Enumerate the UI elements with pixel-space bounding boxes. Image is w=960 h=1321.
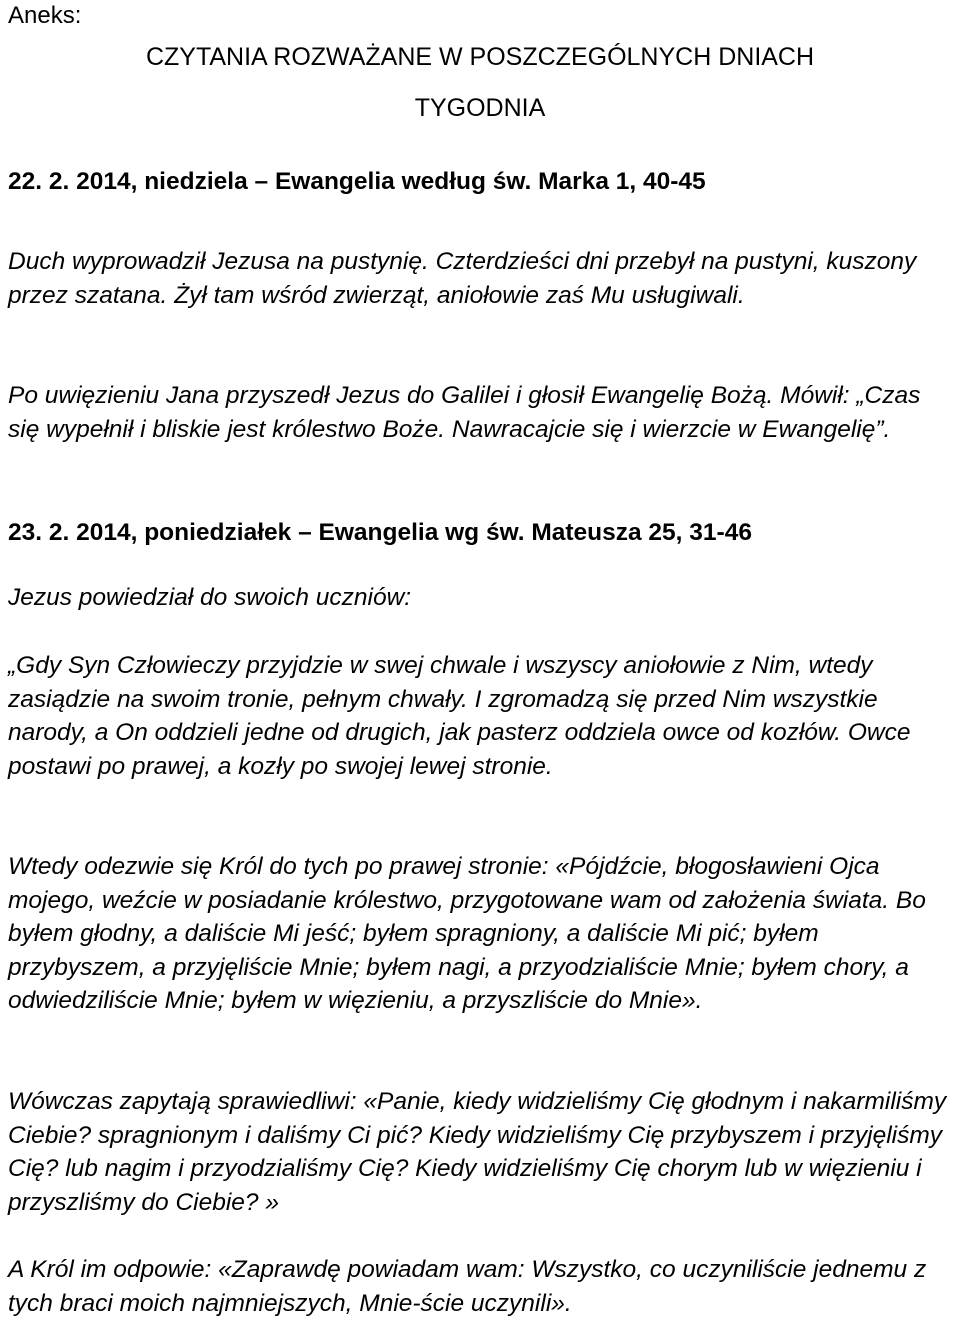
reading2-para3-text: Wówczas zapytają sprawiedliwi: «Panie, kiedy widzieliśmy Cię głodnym i nakarmiliśmy Ciebie? spragnionym i daliśmy Ci pić? Kiedy widzieliśmy Cię przybyszem i przyjęliśmy Cię? lub nagim i przyodzialiśmy Cię? Kiedy widzieliśmy Cię chorym lub w więzieniu i przyszliśmy do Ciebie? »	[8, 1088, 947, 1216]
reading2-para2	[8, 850, 952, 1018]
reading2-heading-text: 23. 2. 2014, poniedziałek – Ewangelia wg św. Mateusza 25, 31-46	[8, 519, 752, 546]
reading1-para2-text: Po uwięzieniu Jana przyszedł Jezus do Galilei i głosił Ewangelię Bożą. Mówił: „Czas się wypełnił i bliskie jest królestwo Boże. Nawracajcie się i wierzcie w Ewangelię”.	[8, 382, 921, 443]
reading2-heading	[8, 516, 952, 550]
annex-label: Aneks:	[8, 2, 82, 29]
reading2-para4-text: A Król im odpowie: «Zaprawdę powiadam wam: Wszystko, co uczyniliście jednemu z tych braci moich najmniejszych, Mnie-ście uczynili».	[8, 1256, 927, 1317]
document-title-line-1: CZYTANIA ROZWAŻANE W POSZCZEGÓLNYCH DNIACH	[145, 43, 815, 71]
reading2-para1	[8, 649, 952, 783]
reading2-intro-text: Jezus powiedział do swoich uczniów:	[8, 584, 412, 611]
reading1-para1-text: Duch wyprowadził Jezusa na pustynię. Czterdzieści dni przebył na pustyni, kuszony przez szatana. Żył tam wśród zwierząt, aniołowie zaś Mu usługiwali.	[8, 248, 917, 309]
document-title-line-2: TYGODNIA	[414, 94, 546, 122]
reading2-para2-text: Wtedy odezwie się Król do tych po prawej stronie: «Pójdźcie, błogosławieni Ojca mojego, weźcie w posiadanie królestwo, przygotowane wam od założenia świata. Bo byłem głodny, a daliście Mi jeść; byłem spragniony, a daliście Mi pić; byłem przybyszem, a przyjęliście Mnie; byłem nagi, a przyodzialiście Mnie; byłem chory, a odwiedziliście Mnie; byłem w więzieniu, a przyszliście do Mnie».	[8, 853, 926, 1014]
reading1-heading	[8, 165, 952, 199]
reading1-para2	[8, 379, 952, 446]
reading1-heading-text: 22. 2. 2014, niedziela – Ewangelia według św. Marka 1, 40-45	[8, 168, 706, 195]
reading2-para1-text: „Gdy Syn Człowieczy przyjdzie w swej chwale i wszyscy aniołowie z Nim, wtedy zasiądzie na swoim tronie, pełnym chwały. I zgromadzą się przed Nim wszystkie narody, a On oddzieli jedne od drugich, jak pasterz oddziela owce od kozłów. Owce postawi po prawej, a kozły po swojej lewej stronie.	[8, 652, 911, 780]
reading2-intro	[8, 581, 952, 615]
reading2-para4	[8, 1253, 952, 1320]
reading1-para1	[8, 245, 952, 312]
reading2-para3	[8, 1085, 952, 1219]
